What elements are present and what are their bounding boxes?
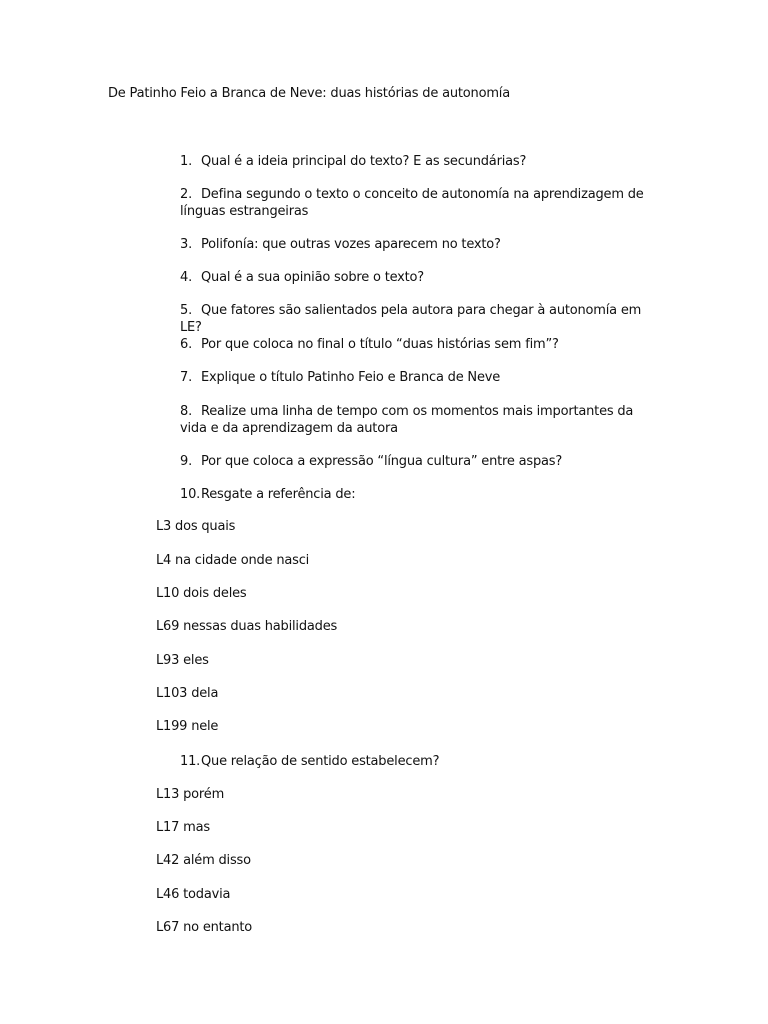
question-number: 6.: [180, 337, 193, 352]
reference-item: L3 dos quais: [156, 519, 236, 534]
reference-item: L69 nessas duas habilidades: [156, 619, 338, 634]
connector-item: L67 no entanto: [156, 920, 253, 935]
connector-item: L13 porém: [156, 787, 225, 802]
question-number: 11.: [180, 754, 201, 769]
question-6: [180, 336, 660, 353]
question-number: 1.: [180, 154, 193, 169]
question-text: Defina segundo o texto o conceito de autonomía na aprendizagem de línguas estrangeiras: [180, 187, 644, 219]
question-2: [180, 186, 660, 220]
reference-item: L199 nele: [156, 719, 219, 734]
question-number: 8.: [180, 404, 193, 419]
question-number: 4.: [180, 270, 193, 285]
question-text: Polifonía: que outras vozes aparecem no texto?: [201, 237, 501, 252]
question-4: [180, 269, 660, 286]
reference-item: L103 dela: [156, 686, 219, 701]
question-3: [180, 236, 660, 253]
question-number: 10.: [180, 487, 201, 502]
question-text: Qual é a sua opinião sobre o texto?: [201, 270, 425, 285]
question-text: Que relação de sentido estabelecem?: [201, 754, 440, 769]
question-text: Realize uma linha de tempo com os momentos mais importantes da vida e da aprendizagem da autora: [180, 404, 634, 436]
question-text: Explique o título Patinho Feio e Branca de Neve: [201, 370, 501, 385]
question-8: [180, 403, 660, 437]
question-text: Resgate a referência de:: [201, 487, 356, 502]
question-number: 3.: [180, 237, 193, 252]
question-text: Por que coloca no final o título “duas histórias sem fim”?: [201, 337, 559, 352]
connector-item: L46 todavia: [156, 887, 231, 902]
question-number: 2.: [180, 187, 193, 202]
question-10: [180, 486, 660, 503]
question-7: [180, 369, 660, 386]
reference-item: L93 eles: [156, 653, 209, 668]
question-number: 7.: [180, 370, 193, 385]
reference-item: L10 dois deles: [156, 586, 247, 601]
question-number: 9.: [180, 454, 193, 469]
connector-item: L17 mas: [156, 820, 210, 835]
reference-item: L4 na cidade onde nasci: [156, 553, 310, 568]
document-title: De Patinho Feio a Branca de Neve: duas histórias de autonomía: [108, 86, 510, 101]
question-11: [180, 753, 660, 770]
connector-item: L42 além disso: [156, 853, 251, 868]
question-1: [180, 153, 660, 170]
question-text: Por que coloca a expressão “língua cultura” entre aspas?: [201, 454, 563, 469]
question-text: Que fatores são salientados pela autora para chegar à autonomía em LE?: [180, 303, 642, 335]
question-number: 5.: [180, 303, 193, 318]
question-5: [180, 302, 660, 336]
question-text: Qual é a ideia principal do texto? E as secundárias?: [201, 154, 527, 169]
question-9: [180, 453, 660, 470]
